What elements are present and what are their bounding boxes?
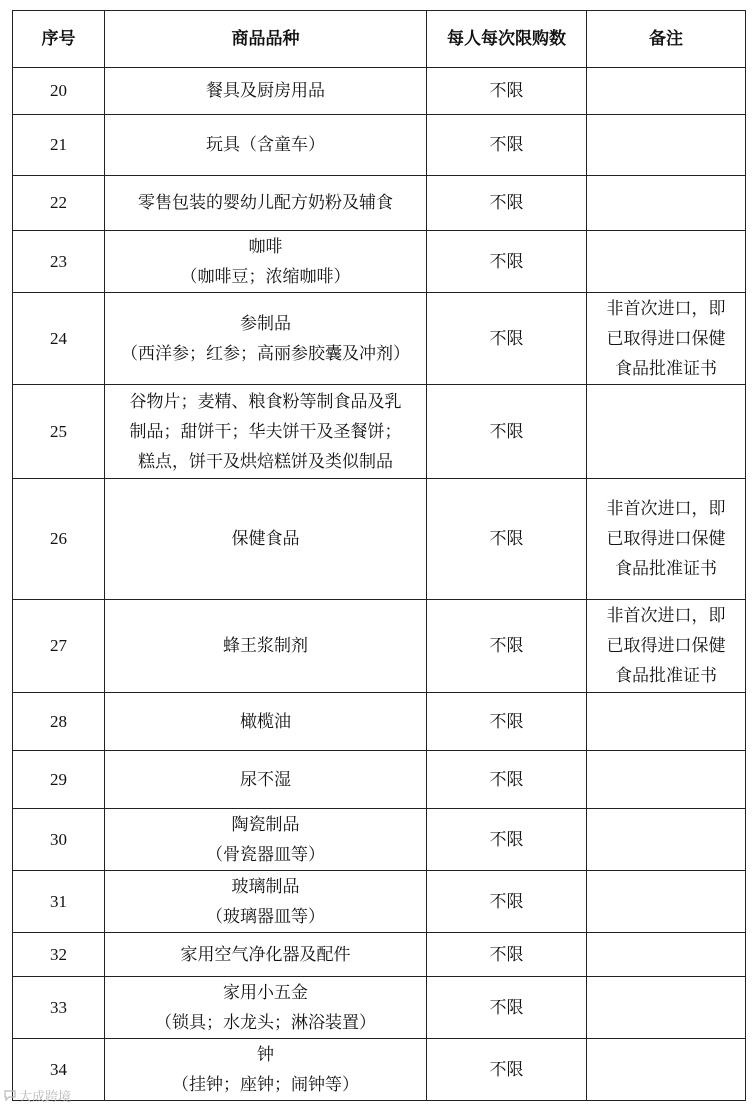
cell-product-category [105, 751, 427, 809]
cell-serial-number: 30 [13, 809, 105, 871]
remarks-line: 已取得进口保健 [606, 328, 726, 349]
table-row [13, 600, 746, 693]
remarks-line: 食品批准证书 [615, 666, 717, 686]
product-category-line: 制品；甜饼干；华夫饼干及圣餐饼； [129, 421, 402, 442]
cell-remarks [587, 751, 746, 809]
cell-purchase-limit: 不限 [427, 1039, 587, 1101]
header-purchase-limit: 每人每次限购数 [427, 11, 587, 68]
product-category-line: 谷物片；麦精、粮食粉等制食品及乳 [129, 391, 402, 412]
cell-remarks [587, 176, 746, 231]
product-category-line: 玩具（含童车） [206, 135, 325, 155]
header-product-category: 商品品种 [105, 11, 427, 68]
table-row [13, 293, 746, 385]
cell-purchase-limit: 不限 [427, 751, 587, 809]
table-header-row [13, 11, 746, 68]
cell-serial-number: 24 [13, 293, 105, 385]
cell-purchase-limit: 不限 [427, 176, 587, 231]
cell-remarks [587, 977, 746, 1039]
cell-purchase-limit: 不限 [427, 385, 587, 479]
cell-serial-number: 26 [13, 479, 105, 600]
cell-product-category [105, 977, 427, 1039]
product-category-line: （锁具；水龙头；淋浴装置） [155, 1012, 376, 1033]
cell-product-category [105, 693, 427, 751]
product-category-line: 陶瓷制品 [231, 814, 300, 835]
product-category-line: 橄榄油 [240, 711, 291, 732]
product-category-line: （咖啡豆；浓缩咖啡） [180, 266, 351, 287]
product-category-line: 参制品 [240, 313, 291, 334]
cell-remarks [587, 68, 746, 115]
purchase-limit-table [12, 10, 746, 1101]
table-row [13, 977, 746, 1039]
product-category-line: 家用空气净化器及配件 [180, 944, 351, 965]
cell-remarks [587, 933, 746, 977]
table-row [13, 933, 746, 977]
cell-product-category [105, 600, 427, 693]
product-category-line: 咖啡 [248, 236, 283, 257]
header-serial-number: 序号 [13, 11, 105, 68]
cell-serial-number: 33 [13, 977, 105, 1039]
product-category-line: 零售包装的婴幼儿配方奶粉及辅食 [138, 193, 393, 213]
product-category-line: （骨瓷器皿等） [206, 844, 325, 865]
cell-purchase-limit: 不限 [427, 68, 587, 115]
cell-purchase-limit: 不限 [427, 977, 587, 1039]
cell-purchase-limit: 不限 [427, 115, 587, 176]
cell-serial-number: 22 [13, 176, 105, 231]
remarks-line: 非首次进口，即 [606, 298, 726, 319]
remarks-line: 已取得进口保健 [606, 636, 726, 656]
cell-purchase-limit: 不限 [427, 479, 587, 600]
cell-serial-number: 21 [13, 115, 105, 176]
cell-serial-number: 20 [13, 68, 105, 115]
cell-remarks [587, 385, 746, 479]
product-category-line: 糕点，饼干及烘焙糕饼及类似制品 [138, 451, 393, 472]
product-category-line: 尿不湿 [240, 769, 291, 790]
cell-serial-number: 25 [13, 385, 105, 479]
cell-product-category [105, 231, 427, 293]
table-row [13, 809, 746, 871]
table-row [13, 479, 746, 600]
table-row [13, 1039, 746, 1101]
cell-product-category [105, 68, 427, 115]
cell-purchase-limit: 不限 [427, 693, 587, 751]
product-category-line: 玻璃制品 [231, 876, 300, 897]
product-category-line: 钟 [257, 1044, 274, 1065]
cell-remarks [587, 479, 746, 600]
cell-purchase-limit: 不限 [427, 231, 587, 293]
cell-serial-number: 34 [13, 1039, 105, 1101]
cell-remarks [587, 693, 746, 751]
cell-purchase-limit: 不限 [427, 600, 587, 693]
cell-serial-number: 31 [13, 871, 105, 933]
cell-remarks [587, 231, 746, 293]
cell-purchase-limit: 不限 [427, 809, 587, 871]
cell-remarks [587, 600, 746, 693]
product-category-line: 餐具及厨房用品 [206, 81, 325, 101]
cell-product-category [105, 115, 427, 176]
header-remarks: 备注 [587, 11, 746, 68]
cell-product-category [105, 385, 427, 479]
product-category-line: （玻璃器皿等） [206, 906, 325, 927]
cell-serial-number: 29 [13, 751, 105, 809]
table-row [13, 693, 746, 751]
cell-product-category [105, 176, 427, 231]
cell-remarks [587, 871, 746, 933]
remarks-line: 非首次进口，即 [606, 606, 726, 626]
cell-purchase-limit: 不限 [427, 293, 587, 385]
cell-purchase-limit: 不限 [427, 871, 587, 933]
table-row [13, 115, 746, 176]
cell-product-category [105, 479, 427, 600]
cell-product-category [105, 1039, 427, 1101]
cell-product-category [105, 809, 427, 871]
watermark-text: 大成跨境 [19, 1090, 72, 1105]
product-category-line: 蜂王浆制剂 [223, 636, 308, 656]
cell-purchase-limit: 不限 [427, 933, 587, 977]
product-category-line: 保健食品 [231, 529, 300, 549]
cell-remarks [587, 115, 746, 176]
remarks-line: 食品批准证书 [615, 358, 717, 379]
cell-remarks [587, 1039, 746, 1101]
cell-product-category [105, 933, 427, 977]
table-row [13, 231, 746, 293]
cell-serial-number: 27 [13, 600, 105, 693]
remarks-line: 已取得进口保健 [606, 529, 726, 549]
cell-product-category [105, 293, 427, 385]
table-row [13, 871, 746, 933]
table-row [13, 385, 746, 479]
cell-remarks [587, 809, 746, 871]
product-category-line: 家用小五金 [223, 982, 308, 1003]
cell-serial-number: 28 [13, 693, 105, 751]
remarks-line: 食品批准证书 [615, 559, 717, 579]
table-row [13, 751, 746, 809]
cell-remarks [587, 293, 746, 385]
cell-serial-number: 32 [13, 933, 105, 977]
cell-serial-number: 23 [13, 231, 105, 293]
watermark [4, 1086, 71, 1105]
table-row [13, 68, 746, 115]
remarks-line: 非首次进口，即 [606, 499, 726, 519]
table-row [13, 176, 746, 231]
table-body [13, 68, 746, 1101]
product-category-line: （西洋参；红参；高丽参胶囊及冲剂） [121, 343, 410, 364]
cell-product-category [105, 871, 427, 933]
product-category-line: （挂钟；座钟；闹钟等） [172, 1074, 359, 1095]
chat-bubble-icon [4, 1090, 16, 1105]
